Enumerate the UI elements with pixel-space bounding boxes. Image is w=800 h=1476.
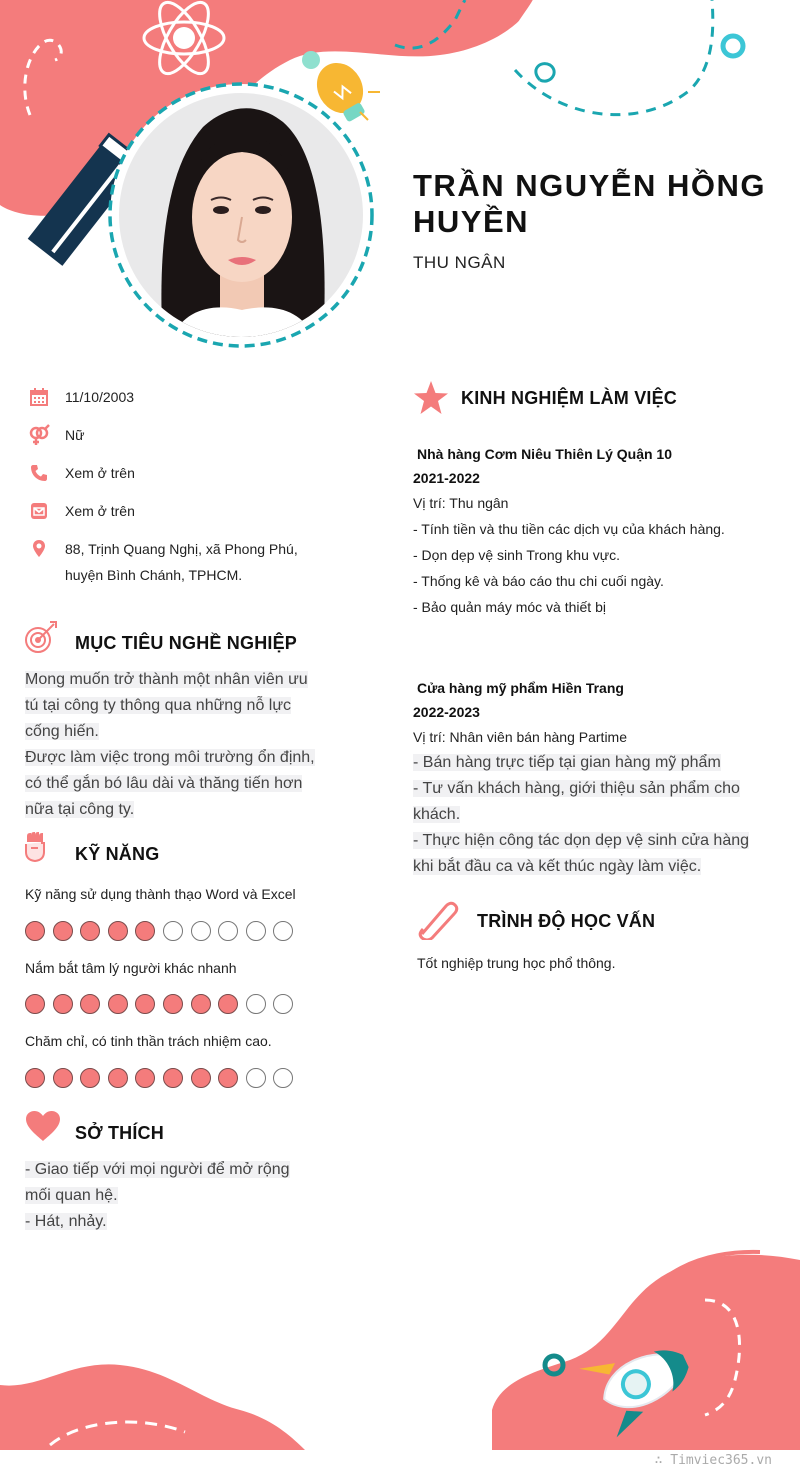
gender-text: Nữ bbox=[65, 427, 85, 443]
rating-dot-filled bbox=[25, 994, 45, 1014]
objective-line: nữa tại công ty. bbox=[25, 801, 135, 818]
rating-dot-filled bbox=[135, 994, 155, 1014]
rating-dot-empty bbox=[246, 921, 266, 941]
objective-line: tú tại công ty thông qua những nỗ lực bbox=[25, 697, 292, 714]
rating-dot-empty bbox=[246, 994, 266, 1014]
rating-dot-filled bbox=[135, 1068, 155, 1088]
rating-dot-empty bbox=[218, 921, 238, 941]
job-task: - Thống kê và báo cáo thu chi cuối ngày. bbox=[413, 573, 664, 589]
objective-line: Được làm việc trong môi trường ổn định, bbox=[25, 749, 315, 766]
rating-dot-empty bbox=[246, 1068, 266, 1088]
candidate-name: TRẦN NGUYỄN HỒNG HUYỀN bbox=[413, 168, 766, 239]
rating-dot-empty bbox=[191, 921, 211, 941]
fist-icon bbox=[24, 832, 48, 869]
job-company: Cửa hàng mỹ phẩm Hiền Trang bbox=[417, 680, 624, 696]
objective-text bbox=[25, 667, 318, 823]
address-line-2: huyện Bình Chánh, TPHCM. bbox=[65, 567, 243, 583]
contact-phone bbox=[28, 462, 135, 486]
rating-dot-filled bbox=[191, 994, 211, 1014]
job-task: khách. bbox=[413, 806, 461, 823]
rating-dot-filled bbox=[25, 1068, 45, 1088]
rating-dot-filled bbox=[108, 1068, 128, 1088]
job-task: - Tư vấn khách hàng, giới thiệu sản phẩm cho bbox=[413, 780, 740, 797]
rating-dot-empty bbox=[163, 921, 183, 941]
address-line-1: 88, Trịnh Quang Nghị, xã Phong Phú, bbox=[65, 541, 298, 557]
job-title: THU NGÂN bbox=[413, 253, 506, 272]
email-text: Xem ở trên bbox=[65, 503, 135, 519]
phone-icon bbox=[28, 462, 50, 484]
skill-rating bbox=[25, 921, 293, 941]
rating-dot-filled bbox=[53, 994, 73, 1014]
rating-dot-filled bbox=[80, 994, 100, 1014]
hobbies-heading: SỞ THÍCH bbox=[75, 1123, 164, 1143]
contact-address bbox=[28, 538, 298, 588]
job-task: - Bảo quản máy móc và thiết bị bbox=[413, 599, 606, 615]
objective-line: có thể gắn bó lâu dài và thăng tiến hơn bbox=[25, 775, 303, 792]
rating-dot-filled bbox=[80, 921, 100, 941]
skill-rating bbox=[25, 994, 293, 1014]
rating-dot-filled bbox=[135, 921, 155, 941]
teal-dashed-swoop bbox=[515, 0, 713, 115]
hobby-line: mối quan hệ. bbox=[25, 1187, 118, 1204]
contact-birthday bbox=[28, 386, 134, 410]
teal-loop bbox=[536, 64, 554, 81]
rating-dot-empty bbox=[273, 1068, 293, 1088]
education-text: Tốt nghiệp trung học phổ thông. bbox=[417, 955, 616, 971]
job-task: - Bán hàng trực tiếp tại gian hàng mỹ phẩm bbox=[413, 754, 721, 771]
job-years: 2021-2022 bbox=[413, 470, 480, 486]
rating-dot-empty bbox=[273, 921, 293, 941]
rating-dot-filled bbox=[191, 1068, 211, 1088]
birthday-text: 11/10/2003 bbox=[65, 389, 135, 405]
job-task: khi bắt đầu ca và kết thúc ngày làm việc. bbox=[413, 858, 702, 875]
rating-dot-filled bbox=[108, 921, 128, 941]
job-tasks bbox=[413, 750, 769, 880]
job-company: Nhà hàng Cơm Niêu Thiên Lý Quận 10 bbox=[417, 446, 672, 462]
phone-text: Xem ở trên bbox=[65, 465, 135, 481]
address-text bbox=[65, 536, 298, 588]
watermark: ∴ Timviec365.vn bbox=[654, 1453, 772, 1468]
skills-heading: KỸ NĂNG bbox=[75, 844, 160, 864]
target-icon bbox=[24, 620, 60, 661]
job-position: Vị trí: Thu ngân bbox=[413, 495, 509, 511]
skill-label: Chăm chỉ, có tinh thần trách nhiệm cao. bbox=[25, 1033, 272, 1049]
rating-dot-empty bbox=[273, 994, 293, 1014]
email-icon bbox=[28, 500, 50, 522]
skill-label: Nắm bắt tâm lý người khác nhanh bbox=[25, 960, 237, 976]
objective-line: Mong muốn trở thành một nhân viên ưu bbox=[25, 671, 308, 688]
job-position: Vị trí: Nhân viên bán hàng Partime bbox=[413, 729, 628, 745]
bottom-decoration bbox=[0, 1240, 800, 1476]
skill-rating bbox=[25, 1068, 293, 1088]
job-task: - Thực hiện công tác dọn dẹp vệ sinh cửa hàng bbox=[413, 832, 750, 849]
coral-blob-bottom-right bbox=[492, 1255, 800, 1450]
hobbies-text bbox=[25, 1157, 318, 1235]
experience-heading: KINH NGHIỆM LÀM VIỆC bbox=[461, 388, 678, 408]
rating-dot-filled bbox=[53, 921, 73, 941]
rating-dot-filled bbox=[163, 994, 183, 1014]
objective-heading: MỤC TIÊU NGHỀ NGHIỆP bbox=[75, 633, 298, 653]
hobby-line: - Giao tiếp với mọi người để mở rộng bbox=[25, 1161, 290, 1178]
rating-dot-filled bbox=[108, 994, 128, 1014]
rating-dot-filled bbox=[53, 1068, 73, 1088]
job-task: - Tính tiền và thu tiền các dịch vụ của khách hàng. bbox=[413, 521, 725, 537]
rating-dot-filled bbox=[218, 1068, 238, 1088]
rating-dot-filled bbox=[25, 921, 45, 941]
star-icon bbox=[413, 380, 449, 421]
gender-icon bbox=[28, 424, 50, 446]
paperclip-icon bbox=[416, 900, 460, 945]
objective-line: cống hiến. bbox=[25, 723, 99, 740]
bulb-tip bbox=[302, 51, 320, 69]
job-years: 2022-2023 bbox=[413, 704, 480, 720]
education-heading: TRÌNH ĐỘ HỌC VẤN bbox=[477, 911, 656, 931]
rating-dot-filled bbox=[218, 994, 238, 1014]
contact-email bbox=[28, 500, 135, 524]
coral-blob-bottom-left bbox=[0, 1364, 305, 1450]
calendar-icon bbox=[28, 386, 50, 408]
location-pin-icon bbox=[28, 538, 50, 560]
teal-ring bbox=[723, 36, 743, 56]
rating-dot-filled bbox=[163, 1068, 183, 1088]
profile-photo bbox=[108, 82, 374, 348]
contact-gender bbox=[28, 424, 84, 448]
hobby-line: - Hát, nhảy. bbox=[25, 1213, 107, 1230]
skill-label: Kỹ năng sử dụng thành thạo Word và Excel bbox=[25, 886, 296, 902]
rating-dot-filled bbox=[80, 1068, 100, 1088]
heart-icon bbox=[25, 1110, 61, 1147]
job-task: - Dọn dẹp vệ sinh Trong khu vực. bbox=[413, 547, 621, 563]
